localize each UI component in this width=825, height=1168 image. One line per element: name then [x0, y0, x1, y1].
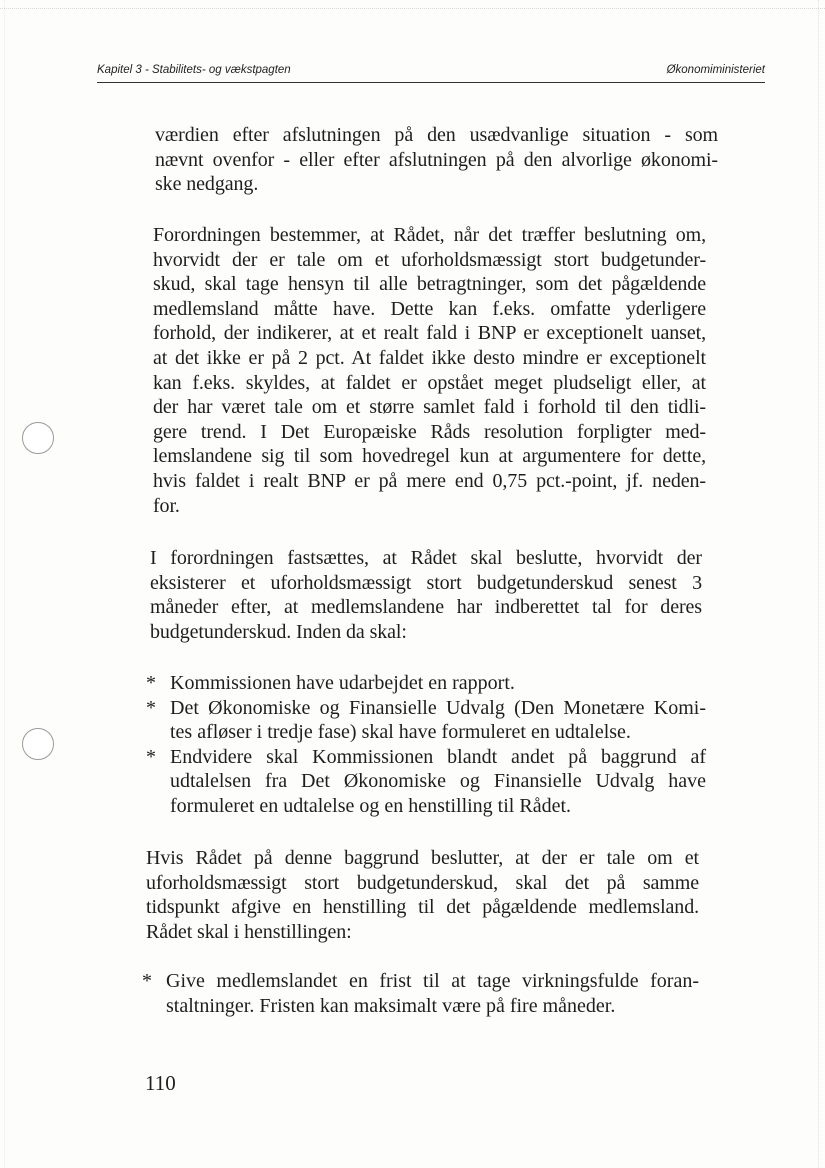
paragraph-line: medlemsland måtte have. Dette kan f.eks. omfatte yderligere — [153, 297, 706, 320]
paragraph-line: kan f.eks. skyldes, at faldet er opstået meget pludseligt eller, at — [153, 371, 706, 394]
paragraph-4 — [146, 846, 699, 944]
list-item — [146, 696, 706, 745]
paragraph-line: uforholdsmæssigt stort budgetunderskud, skal det på samme — [146, 871, 699, 894]
paragraph-line: nævnt ovenfor - eller efter afslutningen på den alvorlige økonomi- — [155, 148, 718, 171]
paragraph-line: Hvis Rådet på denne baggrund beslutter, at der er tale om et — [146, 847, 699, 869]
list-item — [146, 745, 706, 819]
paragraph-line: forhold, der indikerer, at et realt fald i BNP er exceptionelt uanset, — [153, 322, 706, 345]
paragraph-line: ske nedgang. — [155, 173, 259, 196]
ministry-name: Økonomiministeriet — [666, 64, 765, 76]
asterisk-bullet-icon: * — [142, 970, 152, 992]
list-item-line: Det Økonomiske og Finansielle Udvalg (Den Monetære Komi- — [170, 696, 706, 719]
bullet-list-requirements — [146, 671, 706, 819]
punch-hole-lower — [22, 728, 54, 760]
paragraph-line: gere trend. I Det Europæiske Råds resolution forpligter med- — [153, 420, 706, 443]
paragraph-line: der har været tale om et større samlet fald i forhold til den tidli- — [153, 396, 706, 419]
paragraph-line: Forordningen bestemmer, at Rådet, når det træffer beslutning om, — [153, 224, 706, 246]
asterisk-bullet-icon: * — [146, 745, 156, 768]
scan-edge-top — [0, 8, 825, 9]
paragraph-line: Rådet skal i henstillingen: — [146, 920, 352, 943]
paragraph-line: hvis faldet i realt BNP er på mere end 0,75 pct.-point, jf. neden- — [153, 469, 706, 492]
bullet-list-recommendation — [142, 969, 699, 1018]
list-item-line: Kommissionen have udarbejdet en rapport. — [170, 672, 515, 694]
scan-edge-left — [4, 0, 5, 1168]
paragraph-line: at det ikke er på 2 pct. At faldet ikke desto mindre er exceptionelt — [153, 346, 706, 369]
paragraph-line: I forordningen fastsættes, at Rådet skal beslutte, hvorvidt der — [150, 547, 702, 569]
paragraph-line: værdien efter afslutningen på den usædvanlige situation - som — [155, 124, 718, 146]
page-number: 110 — [145, 1071, 176, 1095]
paragraph-line: budgetunderskud. Inden da skal: — [150, 620, 407, 643]
header-rule — [97, 82, 765, 83]
list-item-line: staltninger. Fristen kan maksimalt være på fire måneder. — [166, 994, 616, 1017]
paragraph-line: lemslandene sig til som hovedregel kun at argumentere for dette, — [153, 445, 706, 468]
paragraph-line: måneder efter, at medlemslandene har indberettet tal for deres — [150, 596, 702, 619]
paragraph-line: eksisterer et uforholdsmæssigt stort budgetunderskud senest 3 — [150, 571, 702, 594]
paragraph-1 — [155, 123, 718, 197]
paragraph-3 — [150, 546, 702, 644]
list-item-line: tes afløser i tredje fase) skal have formuleret en udtalelse. — [170, 721, 631, 744]
scan-edge-right — [818, 0, 819, 1168]
paragraph-line: tidspunkt afgive en henstilling til det pågældende medlemsland. — [146, 896, 699, 919]
paragraph-2 — [153, 223, 706, 518]
list-item-line: udtalelsen fra Det Økonomiske og Finansielle Udvalg have — [170, 770, 706, 793]
list-item — [142, 969, 699, 1018]
paragraph-line: skud, skal tage hensyn til alle betragtninger, som det pågældende — [153, 273, 706, 296]
punch-hole-upper — [22, 422, 54, 454]
list-item — [146, 671, 706, 696]
list-item-line: Give medlemslandet en frist til at tage virkningsfulde foran- — [166, 970, 699, 992]
asterisk-bullet-icon: * — [146, 696, 156, 719]
list-item-line: formuleret en udtalelse og en henstilling til Rådet. — [170, 794, 572, 817]
paragraph-line: for. — [153, 494, 180, 517]
running-header — [97, 64, 765, 84]
list-item-line: Endvidere skal Kommissionen blandt andet på baggrund af — [170, 745, 706, 768]
chapter-title: Kapitel 3 - Stabilitets- og vækstpagten — [97, 64, 291, 76]
asterisk-bullet-icon: * — [146, 672, 156, 694]
paragraph-line: hvorvidt der er tale om et uforholdsmæssigt stort budgetunder- — [153, 248, 706, 271]
